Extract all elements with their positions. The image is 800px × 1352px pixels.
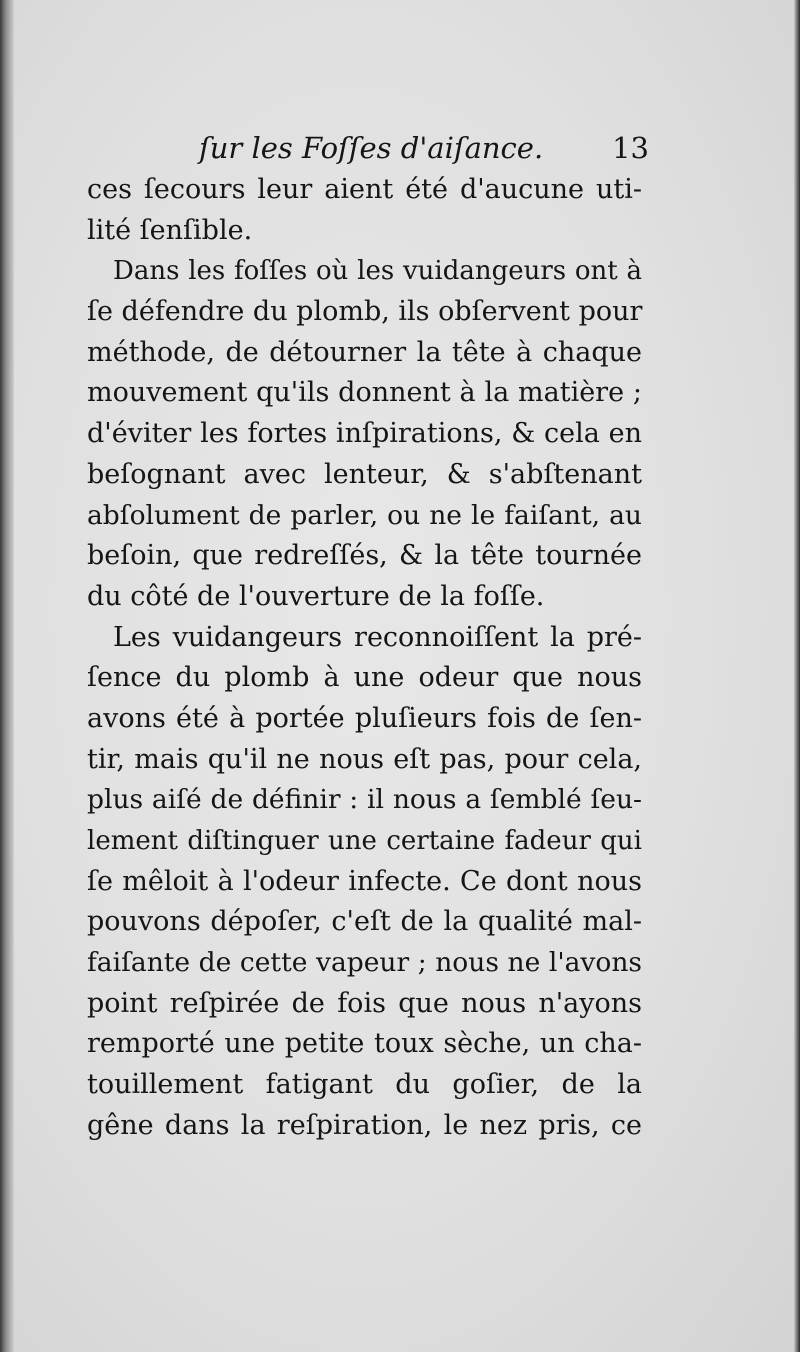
text-line: abſolument de parler, ou ne le faiſant, au: [87, 499, 642, 531]
paragraph-3: [87, 618, 642, 1147]
text-line: ces ſecours leur aient été d'aucune uti-: [87, 174, 642, 205]
page-gutter-shadow: [0, 0, 14, 1352]
text-line: faiſante de cette vapeur ; nous ne l'avons: [87, 947, 642, 979]
text-line: ſe mêloit à l'odeur infecte. Ce dont nous: [87, 865, 642, 897]
text-line: point reſpirée de fois que nous n'ayons: [87, 987, 642, 1019]
text-line: beſoin, que redreſſés, & la tête tournée: [87, 540, 642, 572]
text-line: lité ſenſible.: [87, 214, 253, 246]
text-line: ſence du plomb à une odeur que nous: [87, 662, 642, 694]
text-line: beſognant avec lenteur, & s'abſtenant: [87, 458, 642, 490]
text-line: méthode, de détourner la tête à chaque: [87, 336, 642, 368]
text-line: ſe défendre du plomb, ils obſervent pour: [87, 296, 643, 328]
text-line: remporté une petite toux sèche, un cha-: [87, 1028, 642, 1060]
text-line: Dans les foſſes où les vuidangeurs ont à: [113, 256, 642, 287]
text-line: lement diſtinguer une certaine fadeur qui: [87, 826, 642, 856]
text-line: plus aiſé de définir : il nous a ſemblé ſeu-: [87, 784, 642, 816]
text-line: tir, mais qu'il ne nous eſt pas, pour cela,: [87, 743, 642, 775]
text-line: touillement fatigant du goſier, de la: [87, 1069, 642, 1101]
paragraph-1: [87, 170, 642, 251]
text-line: avons été à portée pluſieurs fois de ſen-: [87, 702, 642, 734]
text-line: pouvons dépoſer, c'eſt de la qualité mal-: [87, 906, 642, 938]
text-line: gêne dans la reſpiration, le nez pris, ce: [87, 1109, 642, 1141]
page-number: 13: [612, 131, 649, 165]
text-line: mouvement qu'ils donnent à la matière ;: [87, 377, 642, 409]
text-line: Les vuidangeurs reconnoiſſent la pré-: [113, 621, 642, 653]
page-header: [195, 128, 655, 168]
page-edge-shadow: [794, 0, 800, 1352]
text-line: du côté de l'ouverture de la foſſe.: [87, 580, 545, 612]
page-body: [87, 170, 642, 1147]
paragraph-2: [87, 251, 642, 617]
running-title: ſur les Foſſes d'aiſance.: [199, 131, 544, 165]
text-line: d'éviter les fortes inſpirations, & cela en: [87, 418, 642, 450]
